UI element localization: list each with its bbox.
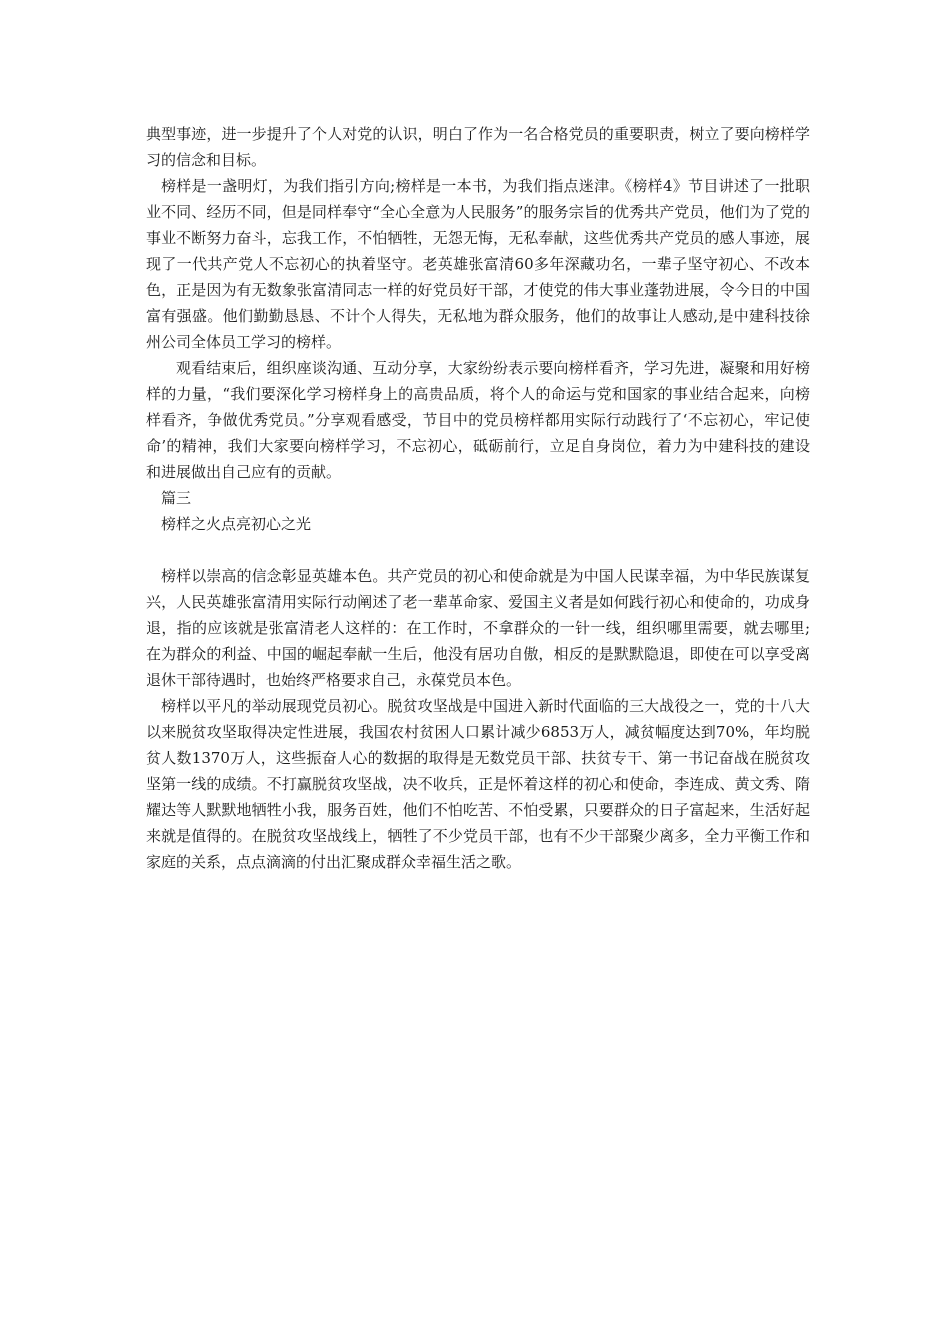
paragraph-after-viewing: 观看结束后，组织座谈沟通、互动分享，大家纷纷表示要向榜样看齐，学习先进，凝聚和用好榜样的力量，“我们要深化学习榜样身上的高贵品质，将个人的命运与党和国家的事业结合起来，向榜样看齐，争做优秀党员。”分享观看感受，节目中的党员榜样都用实际行动践行了‘不忘初心，牢记使命’的精神，我们大家要向榜样学习，不忘初心，砥砺前行，立足自身岗位，着力为中建科技的建设和进展做出自己应有的贡献。 (146, 359, 810, 481)
paragraph-heroic-faith: 榜样以崇高的信念彰显英雄本色。共产党员的初心和使命就是为中国人民谋幸福，为中华民族谋复兴，人民英雄张富清用实际行动阐述了老一辈革命家、爱国主义者是如何践行初心和使命的，功成身退，指的应该就是张富清老人这样的：在工作时，不拿群众的一针一线，组织哪里需要，就去哪里;在为群众的利益、中国的崛起奉献一生后，他没有居功自傲，相反的是默默隐退，即使在可以享受离退休干部待遇时，也始终严格要求自己，永葆党员本色。 (146, 567, 810, 689)
paragraph-poverty-alleviation: 榜样以平凡的举动展现党员初心。脱贫攻坚战是中国进入新时代面临的三大战役之一，党的十八大以来脱贫攻坚取得决定性进展，我国农村贫困人口累计减少6853万人，减贫幅度达到70%，年均脱贫人数1370万人，这些振奋人心的数据的取得是无数党员干部、扶贫专干、第一书记奋战在脱贫攻坚第一线的成绩。不打赢脱贫攻坚战，决不收兵，正是怀着这样的初心和使命，李连成、黄文秀、隋耀达等人默默地牺牲小我，服务百姓，他们不怕吃苦、不怕受累，只要群众的日子富起来，生活好起来就是值得的。在脱贫攻坚战线上，牺牲了不少党员干部，也有不少干部聚少离多，全力平衡工作和家庭的关系，点点滴滴的付出汇聚成群众幸福生活之歌。 (146, 697, 810, 871)
section-title: 榜样之火点亮初心之光 (161, 515, 312, 533)
blank-line (146, 537, 810, 563)
section-label-part-three: 篇三 (161, 489, 192, 507)
paragraph-intro-continuation: 典型事迹，进一步提升了个人对党的认识，明白了作为一名合格党员的重要职责，树立了要向榜样学习的信念和目标。 (146, 125, 810, 169)
paragraph-role-model-lamp: 榜样是一盏明灯，为我们指引方向;榜样是一本书，为我们指点迷津。《榜样4》节目讲述了一批职业不同、经历不同，但是同样奉守“全心全意为人民服务”的服务宗旨的优秀共产党员，他们为了党的事业不断努力奋斗，忘我工作，不怕牺牲，无怨无悔，无私奉献，这些优秀共产党员的感人事迹，展现了一代共产党人不忘初心的执着坚守。老英雄张富清60多年深藏功名，一辈子坚守初心、不改本色，正是因为有无数象张富清同志一样的好党员好干部，才使党的伟大事业蓬勃进展，令今日的中国富有强盛。他们勤勤恳恳、不计个人得失，无私地为群众服务，他们的故事让人感动,是中建科技徐州公司全体员工学习的榜样。 (146, 177, 810, 351)
document-body (146, 121, 810, 875)
